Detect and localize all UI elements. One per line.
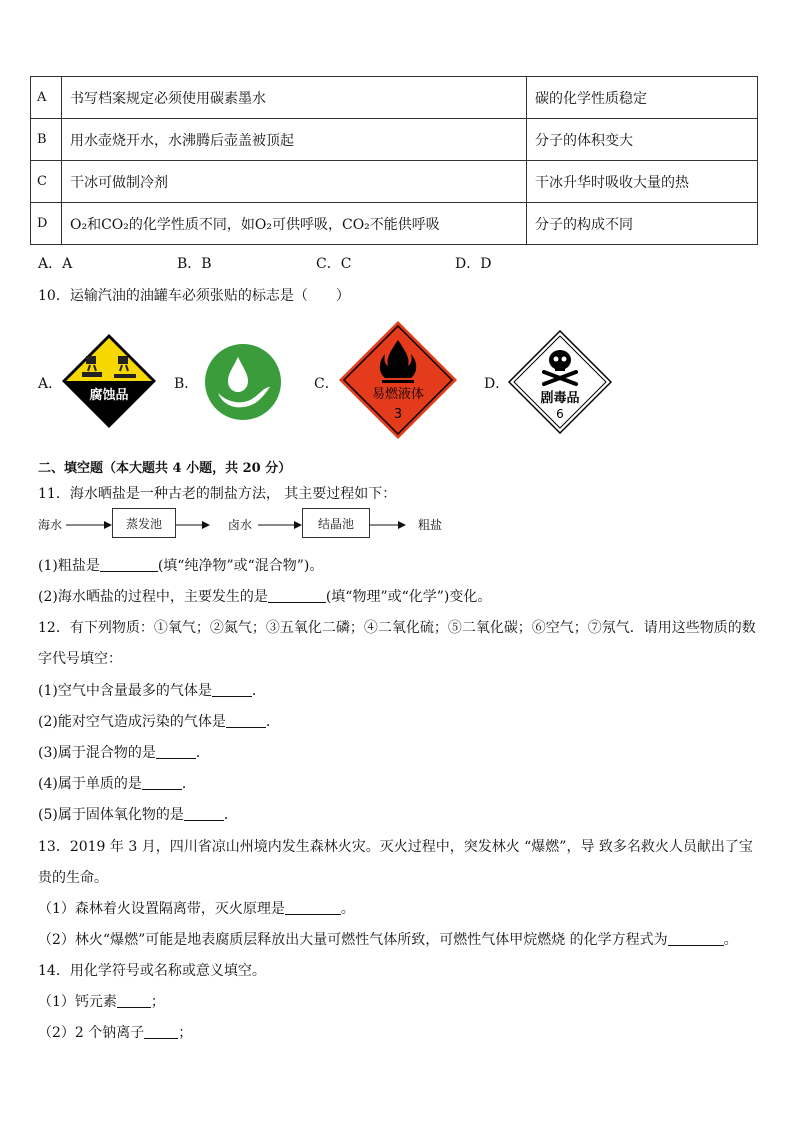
corrosive-sign-text: 腐蚀品 [89,388,129,403]
q13-part2: （2）林火“爆燃”可能是地表腐质层释放出大量可燃性气体所致，可燃性气体甲烷燃烧 的化学方程式为 。 [38,932,738,948]
option-b[interactable]: B．B [177,256,212,272]
row-label: A [31,77,62,119]
flow-box-crystallization: 结晶池 [302,508,370,538]
answer-blank[interactable] [142,775,182,790]
answer-blank[interactable] [144,1024,178,1039]
q12-stem-cont: 字代号填空： [38,651,122,667]
q14-part2: （2）2 个钠离子 ； [38,1025,193,1041]
q12-part5: (5)属于固体氧化物的是 ． [38,807,238,823]
q9-options [38,253,594,273]
answer-blank[interactable] [156,744,196,759]
table-row [31,119,758,161]
option-d[interactable]: D．D [455,256,492,272]
corrosive-sign-icon[interactable] [60,332,158,430]
toxic-sign-text: 剧毒品 [540,391,580,406]
row-label: C [31,161,62,203]
answer-blank[interactable] [285,900,341,915]
row-fact: 书写档案规定必须使用碳素墨水 [62,77,527,119]
answer-blank[interactable] [226,713,266,728]
q12-part4: (4)属于单质的是 ． [38,776,196,792]
q13-stem: 13．2019 年 3 月，四川省凉山州境内发生森林火灾。灭火过程中，突发林火 “爆燃”，导 致多名救火人员献出了宝 [38,839,753,855]
q10-stem: 10．运输汽油的油罐车必须张贴的标志是（ ） [38,288,350,304]
q9-table [30,76,758,245]
flammable-sign-number: 3 [393,407,403,422]
answer-blank[interactable] [212,682,252,697]
q10-label-d[interactable]: D． [484,376,510,392]
section-2-title: 二、填空题（本大题共 4 小题，共 20 分） [38,461,292,476]
toxic-sign-number: 6 [556,407,564,421]
toxic-sign-icon[interactable] [508,330,612,434]
option-a[interactable]: A．A [38,256,73,272]
flow-start: 海水 [38,518,63,532]
q10-label-c[interactable]: C． [314,376,339,392]
flow-end: 粗盐 [418,518,443,532]
option-c[interactable]: C．C [316,256,352,272]
row-label: D [31,203,62,245]
row-explain: 干冰升华时吸收大量的热 [527,161,758,203]
answer-blank[interactable] [100,557,158,572]
q10-label-a[interactable]: A． [38,376,63,392]
row-explain: 分子的构成不同 [527,203,758,245]
q12-stem: 12．有下列物质：①氧气；②氮气；③五氧化二磷；④二氧化硫；⑤二氧化碳；⑥空气；⑦氖气．请用这些物质的数 [38,620,756,636]
q11-part1: (1)粗盐是 (填“纯净物”或“混合物”)。 [38,558,324,574]
table-row [31,161,758,203]
flow-box-evaporation: 蒸发池 [112,508,176,538]
answer-blank[interactable] [268,588,326,603]
row-fact: 干冰可做制冷剂 [62,161,527,203]
q11-part2: (2)海水晒盐的过程中，主要发生的是 (填“物理”或“化学”)变化。 [38,589,492,605]
q13-stem-cont: 贵的生命。 [38,870,108,886]
q13-part1: （1）森林着火设置隔离带，灭火原理是 。 [38,901,355,917]
row-explain: 碳的化学性质稳定 [527,77,758,119]
answer-blank[interactable] [117,993,151,1008]
q12-part3: (3)属于混合物的是 ． [38,745,210,761]
q10-label-b[interactable]: B． [174,376,199,392]
answer-blank[interactable] [668,931,724,946]
q11-stem: 11．海水晒盐是一种古老的制盐方法， 其主要过程如下： [38,486,397,502]
answer-blank[interactable] [184,806,224,821]
row-label: B [31,119,62,161]
table-row [31,77,758,119]
table-row [31,203,758,245]
row-fact: 用水壶烧开水，水沸腾后壶盖被顶起 [62,119,527,161]
q12-part2: (2)能对空气造成污染的气体是 ． [38,714,280,730]
row-explain: 分子的体积变大 [527,119,758,161]
q14-stem: 14．用化学符号或名称或意义填空。 [38,963,266,979]
flow-mid: 卤水 [228,518,253,532]
flammable-liquid-sign-icon[interactable] [338,320,458,440]
q11-flow-diagram [38,508,458,542]
water-drop-sign-icon[interactable] [204,343,282,421]
flammable-sign-text: 易燃液体 [371,387,425,402]
row-fact: O₂和CO₂的化学性质不同，如O₂可供呼吸，CO₂不能供呼吸 [62,203,527,245]
q14-part1: （1）钙元素 ； [38,994,165,1010]
q12-part1: (1)空气中含量最多的气体是 ． [38,683,266,699]
